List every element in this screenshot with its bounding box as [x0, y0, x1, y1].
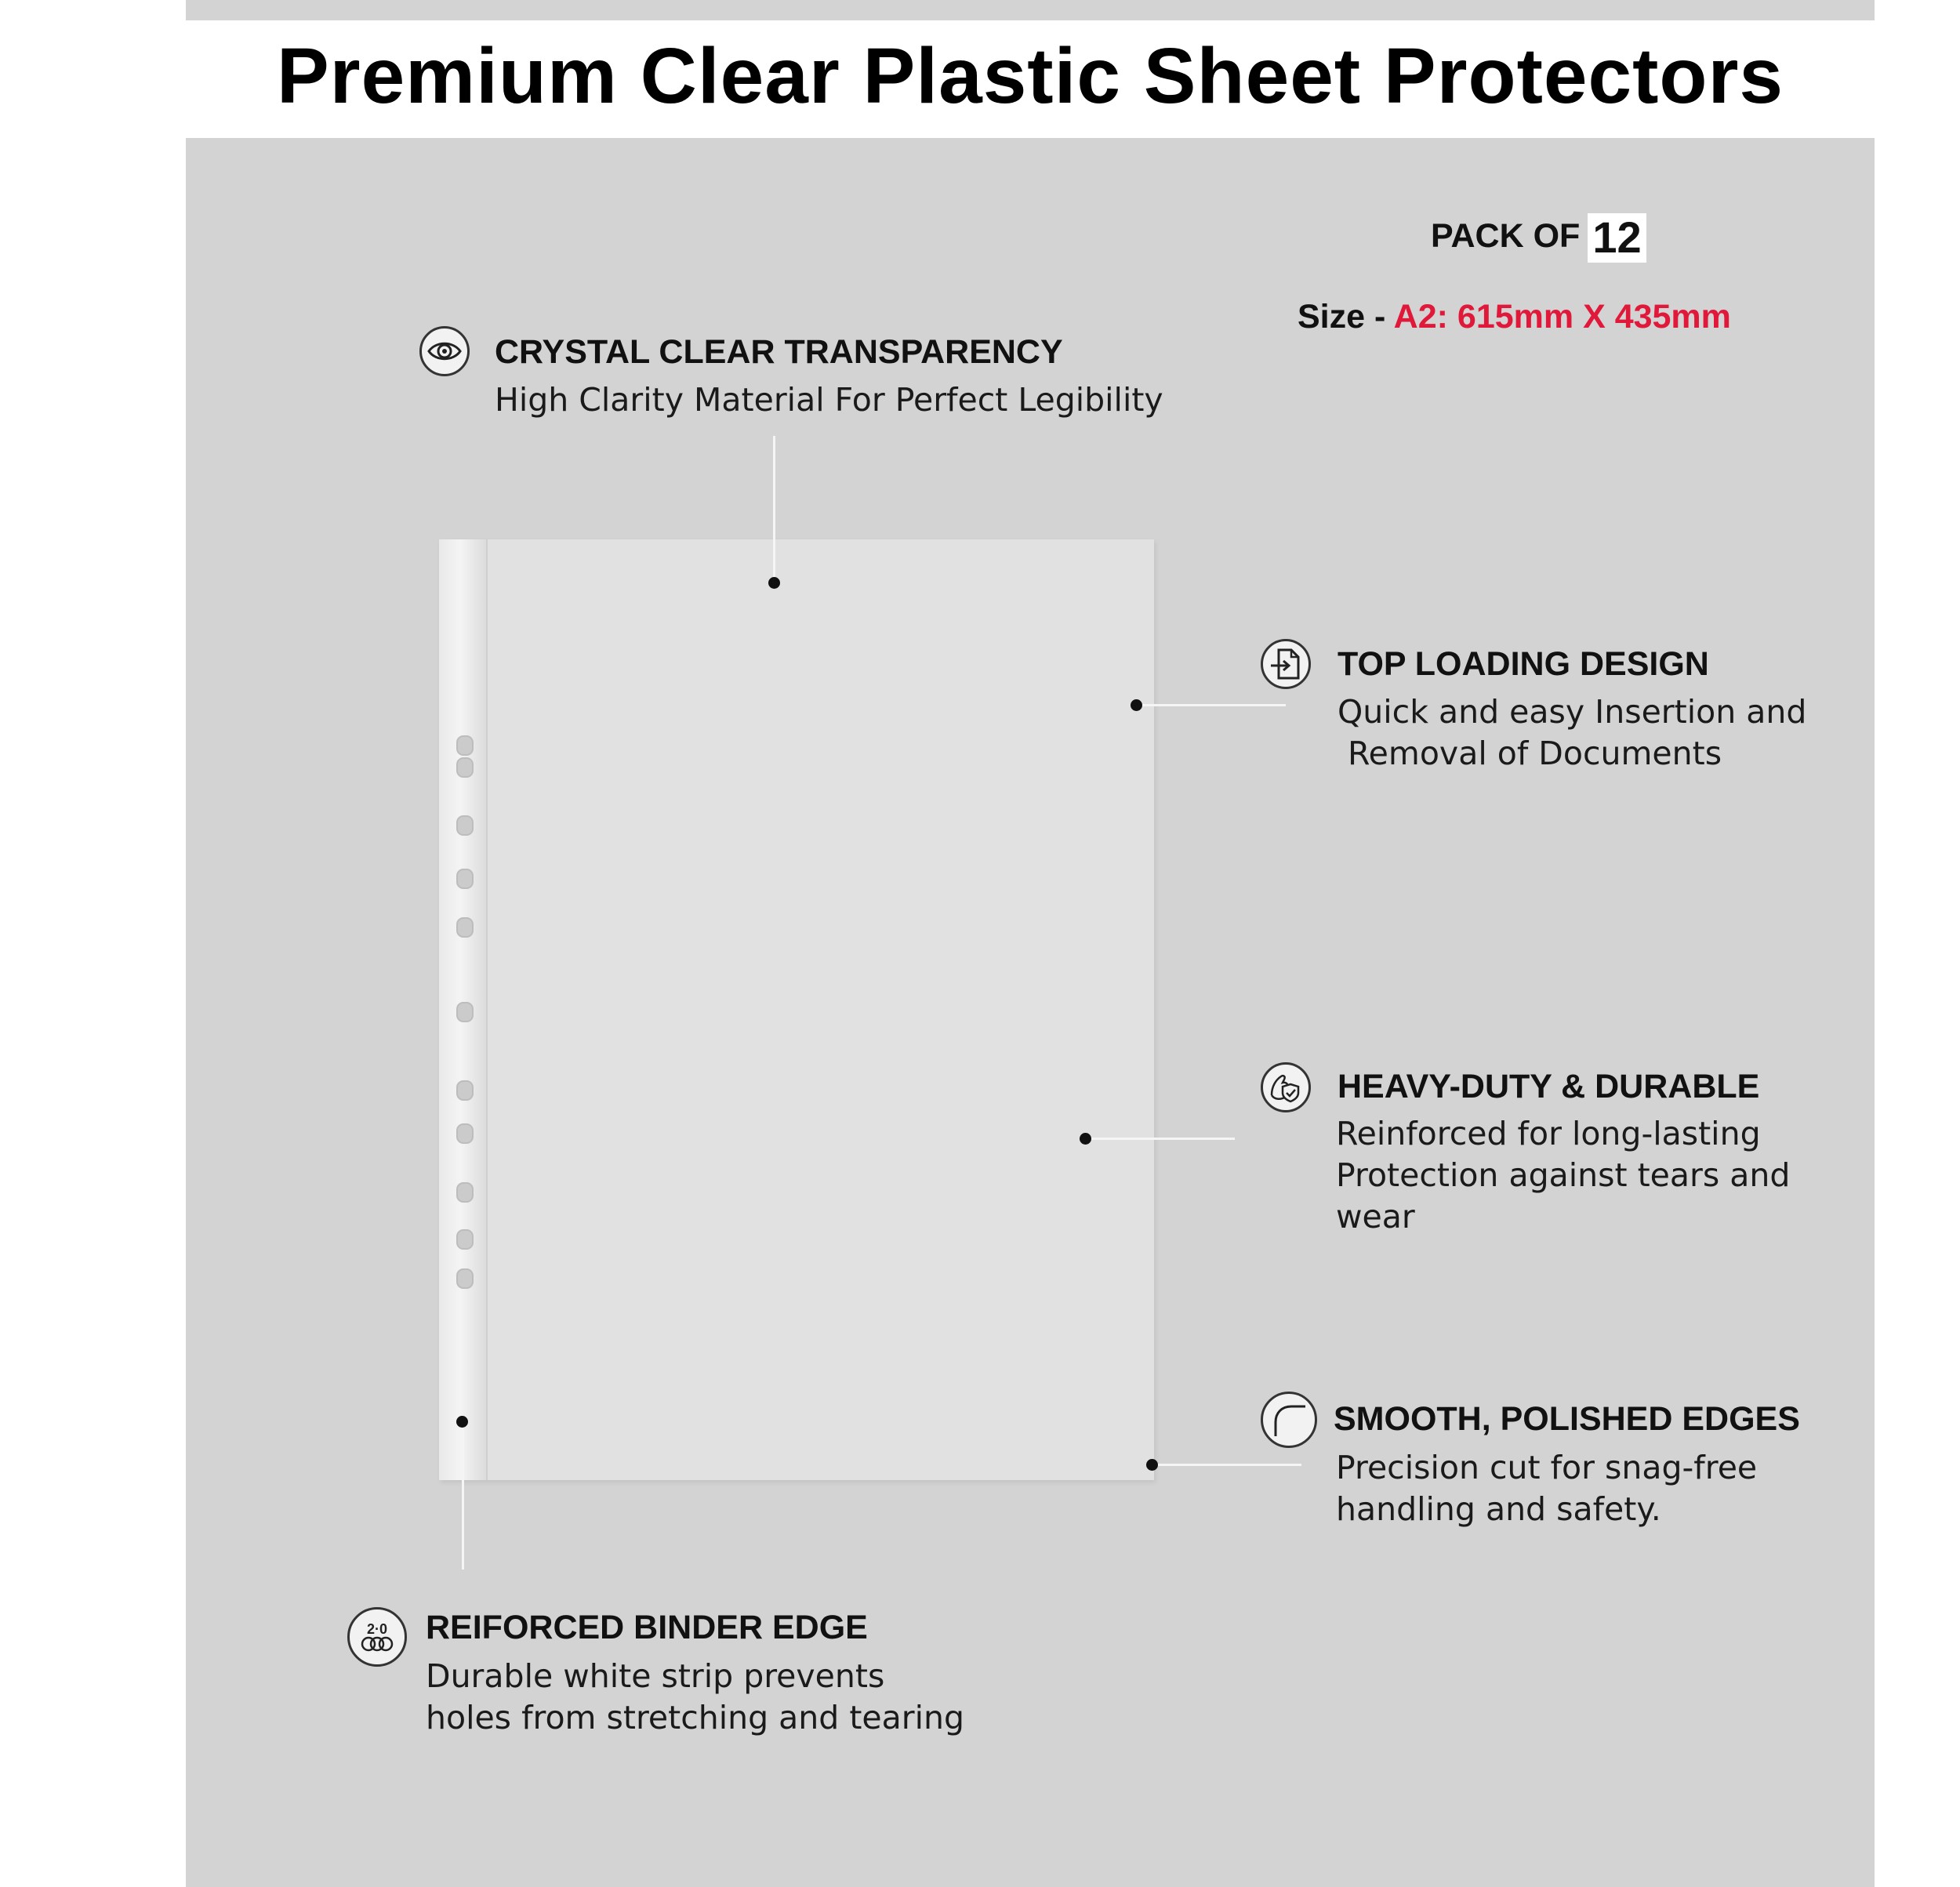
feature-desc-line: Protection against tears and	[1336, 1156, 1791, 1194]
feature-desc-line: Removal of Documents	[1338, 735, 1722, 772]
top-strip	[186, 0, 1875, 20]
feature-desc-line: Quick and easy Insertion and	[1338, 693, 1807, 731]
feature-desc-line: Reinforced for long-lasting	[1336, 1115, 1761, 1152]
punch-hole	[456, 917, 474, 938]
pack-info	[1431, 213, 1646, 263]
punch-hole	[456, 815, 474, 836]
punch-hole	[456, 1268, 474, 1289]
punch-hole	[456, 1002, 474, 1022]
feature-desc-line: Durable white strip prevents	[426, 1657, 885, 1695]
feature-desc-line: wear	[1336, 1198, 1415, 1236]
punch-hole	[456, 735, 474, 756]
rounded-corner-icon	[1261, 1392, 1317, 1448]
feature-desc-edges	[1336, 1447, 1757, 1530]
feature-desc-durable	[1336, 1113, 1790, 1238]
callout-line-top-loading	[1141, 704, 1286, 706]
callout-line-binder	[462, 1421, 464, 1569]
strength-shield-icon	[1261, 1062, 1311, 1112]
feature-desc-top-loading	[1338, 691, 1806, 775]
pack-label: PACK OF	[1431, 216, 1581, 255]
size-info	[1298, 298, 1731, 336]
punch-hole	[456, 1229, 474, 1250]
icon-text: 2·0	[366, 1621, 388, 1637]
feature-title-edges: SMOOTH, POLISHED EDGES	[1334, 1400, 1800, 1438]
feature-desc-line: holes from stretching and tearing	[426, 1699, 965, 1736]
feature-desc-line: High Clarity Material For Perfect Legibility	[495, 381, 1163, 419]
feature-title-top-loading: TOP LOADING DESIGN	[1338, 645, 1709, 683]
feature-desc-line: handling and safety.	[1336, 1490, 1661, 1528]
callout-line-transparency	[773, 436, 775, 577]
punch-hole	[456, 1080, 474, 1101]
punch-hole	[456, 1182, 474, 1203]
reinforced-rings-icon	[347, 1607, 407, 1667]
pack-count: 12	[1588, 213, 1646, 263]
binder-strip	[439, 539, 488, 1480]
document-insert-icon	[1261, 639, 1311, 689]
callout-line-edges	[1156, 1464, 1301, 1466]
feature-desc-transparency	[495, 379, 1163, 421]
callout-dot-durable	[1080, 1133, 1091, 1145]
size-label: Size -	[1298, 298, 1386, 336]
callout-dot-transparency	[768, 577, 780, 589]
feature-title-durable: HEAVY-DUTY & DURABLE	[1338, 1068, 1760, 1105]
callout-dot-edges	[1146, 1459, 1158, 1471]
callout-dot-top-loading	[1131, 699, 1142, 711]
feature-desc-line: Precision cut for snag-free	[1336, 1449, 1758, 1486]
punch-hole	[456, 869, 474, 889]
page-title: Premium Clear Plastic Sheet Protectors	[276, 32, 1784, 120]
punch-hole	[456, 1123, 474, 1144]
feature-title-transparency: CRYSTAL CLEAR TRANSPARENCY	[495, 333, 1063, 371]
feature-desc-binder	[426, 1656, 964, 1739]
feature-title-binder: REIFORCED BINDER EDGE	[426, 1609, 868, 1646]
punch-hole	[456, 757, 474, 778]
callout-dot-binder	[456, 1416, 468, 1428]
eye-icon	[419, 326, 470, 376]
callout-line-durable	[1090, 1138, 1235, 1140]
size-value: A2: 615mm X 435mm	[1393, 298, 1731, 336]
sheet-protector-image	[439, 539, 1154, 1480]
